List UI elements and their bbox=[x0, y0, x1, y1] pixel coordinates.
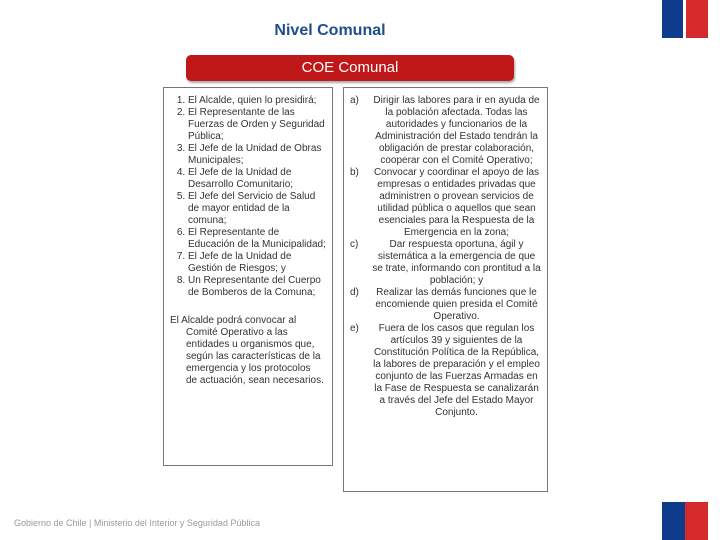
function-marker: b) bbox=[350, 167, 359, 178]
function-item bbox=[350, 323, 541, 419]
functions-box bbox=[343, 87, 548, 492]
function-item bbox=[350, 239, 541, 287]
function-marker: c) bbox=[350, 239, 359, 250]
member-item: 4. El Jefe de la Unidad de Desarrollo Comunitario; bbox=[188, 167, 326, 191]
flag-blue-stripe bbox=[662, 502, 685, 540]
members-list bbox=[164, 95, 332, 299]
function-item bbox=[350, 287, 541, 323]
page-title: Nivel Comunal bbox=[274, 22, 386, 39]
flag-red-stripe bbox=[685, 0, 708, 38]
members-box bbox=[163, 87, 333, 466]
member-item: 5. El Jefe del Servicio de Salud de mayor entidad de la comuna; bbox=[188, 191, 326, 227]
function-marker: a) bbox=[350, 95, 359, 106]
coe-comunal-banner: COE Comunal bbox=[186, 55, 514, 81]
member-item: 6. El Representante de Educación de la Municipalidad; bbox=[188, 227, 326, 251]
function-marker: d) bbox=[350, 287, 359, 298]
footer-credit: Gobierno de Chile | Ministerio del Interior y Seguridad Pública bbox=[14, 518, 260, 528]
member-item: 3. El Jefe de la Unidad de Obras Municipales; bbox=[188, 143, 326, 167]
convocation-note: El Alcalde podrá convocar al Comité Operativo a las entidades u organismos que, según las características de la emergencia y los protocolos de actuación, sean necesarios. bbox=[170, 315, 324, 386]
function-item bbox=[350, 167, 541, 239]
function-text: Fuera de los casos que regulan los artículos 39 y siguientes de la Constitución Política de la República, la labores de preparación y el empleo conjunto de las Fuerzas Armadas en la Fase de Respuesta se canalizarán a través del Jefe del Estado Mayor Conjunto. bbox=[373, 323, 540, 418]
function-marker: e) bbox=[350, 323, 359, 334]
member-item: 7. El Jefe de la Unidad de Gestión de Riesgos; y bbox=[188, 251, 326, 275]
function-text: Realizar las demás funciones que le encomiende quien presida el Comité Operativo. bbox=[375, 287, 538, 322]
member-item: 8. Un Representante del Cuerpo de Bomberos de la Comuna; bbox=[188, 275, 326, 299]
function-item bbox=[350, 95, 541, 167]
flag-red-stripe bbox=[685, 502, 708, 540]
function-text: Dirigir las labores para ir en ayuda de la población afectada. Todas las autoridades y funcionarios de la Administración del Estado tendrán la obligación de prestar colaboración, cooperar con el Comité Operativo; bbox=[373, 95, 540, 166]
member-item: 1. El Alcalde, quien lo presidirá; bbox=[188, 95, 326, 107]
functions-list bbox=[350, 95, 541, 419]
flag-white-divider bbox=[683, 0, 686, 38]
chile-flag-stripe-bottom bbox=[662, 502, 708, 540]
flag-blue-stripe bbox=[662, 0, 685, 38]
chile-flag-stripe-top bbox=[662, 0, 708, 38]
function-text: Convocar y coordinar el apoyo de las empresas o entidades privadas que administren o provean servicios de utilidad pública o aquellos que sean esenciales para la Respuesta de la Emergencia en la zona; bbox=[373, 167, 540, 238]
function-text: Dar respuesta oportuna, ágil y sistemática a la emergencia de que se trate, informando con prontitud a la población; y bbox=[372, 239, 541, 286]
member-item: 2. El Representante de las Fuerzas de Orden y Seguridad Pública; bbox=[188, 107, 326, 143]
